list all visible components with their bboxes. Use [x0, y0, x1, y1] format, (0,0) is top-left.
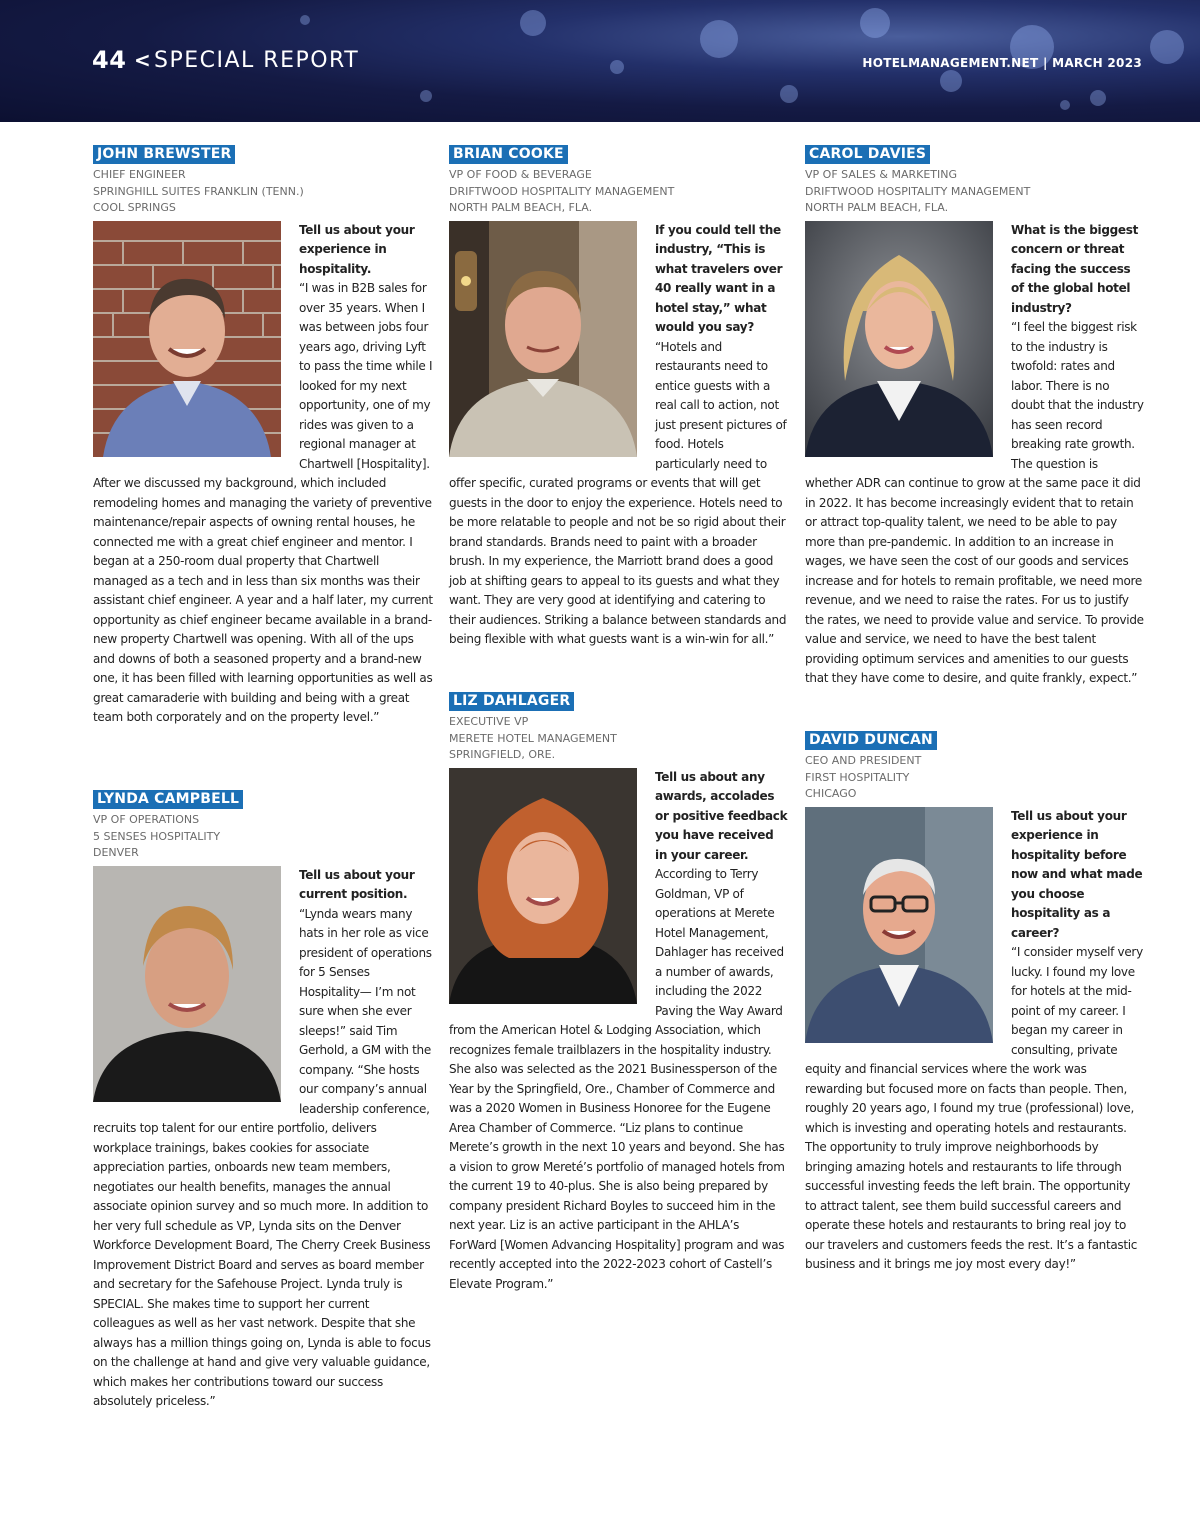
profile-location: CHICAGO: [805, 787, 857, 800]
profile-title: CHIEF ENGINEER: [93, 168, 186, 181]
site-and-date: HOTELMANAGEMENT.NET | MARCH 2023: [862, 56, 1142, 70]
profile-duncan: [805, 731, 1145, 1275]
interview-answer: “Lynda wears many hats in her role as vice president of operations for 5 Senses Hospitality— I’m not sure when she ever sleeps!” said Tim Gerhold, a GM with the company. “She hosts our company’s annual leadership conference, recruits top talent for our entire portfolio, delivers workplace trainings, bakes cookies for associate appreciation parties, onboards new team members, negotiates our health benefits, manages the annual associate opinion survey and so much more. In addition to her very full schedule as VP, Lynda sits on the Denver Workforce Development Board, The Cherry Creek Business Improvement District Board and serves as board member and secretary for the Safehouse Project. Lynda truly is SPECIAL. She makes time to support her current colleagues as well as her vast network. Despite that she always has a million things going on, Lynda is able to focus on the challenge at hand and give very valuable guidance, which makes her contributions toward our success absolutely priceless.”: [93, 906, 432, 1408]
profile-name: CAROL DAVIES: [805, 145, 930, 164]
profile-cooke: [449, 145, 789, 650]
profile-name: JOHN BREWSTER: [93, 145, 235, 164]
profile-company: MERETE HOTEL MANAGEMENT: [449, 731, 617, 745]
profile-location: NORTH PALM BEACH, FLA.: [805, 201, 949, 214]
profile-name: BRIAN COOKE: [449, 145, 568, 164]
interview-question: If you could tell the industry, “This is what travelers over 40 really want in a hotel stay,” what would you say?: [655, 222, 783, 334]
profile-location: NORTH PALM BEACH, FLA.: [449, 201, 593, 214]
headshot-photo: [805, 807, 993, 1043]
headshot-photo: [449, 221, 637, 457]
interview-question: What is the biggest concern or threat facing the success of the global hotel industry?: [1011, 222, 1139, 315]
profile-company: FIRST HOSPITALITY: [805, 770, 910, 784]
profile-company: 5 SENSES HOSPITALITY: [93, 829, 221, 843]
headshot-photo: [449, 768, 637, 1004]
profile-campbell: [93, 790, 433, 1412]
interview-answer: According to Terry Goldman, VP of operations at Merete Hotel Management, Dahlager has received a number of awards, including the 2022 Paving the Way Award from the American Hotel & Lodging Association, which recognizes female trailblazers in the hospitality industry. She also was selected as the 2021 Businessperson of the Year by the Springfield, Ore., Chamber of Commerce and was a 2020 Women in Business Honoree for the Eugene Area Chamber of Commerce. “Liz plans to continue Merete’s growth in the next 10 years and beyond. She has a vision to grow Mereté’s portfolio of managed hotels from the current 19 to 40-plus. She is also being prepared by company president Richard Boyles to succeed him in the next year. Liz is an active participant in the AHLA’s ForWard [Women Advancing Hospitality] program and was recently accepted into the 2022-2023 cohort of Castell’s Elevate Program.”: [449, 867, 785, 1291]
profile-title: EXECUTIVE VP: [449, 715, 529, 728]
profile-name: DAVID DUNCAN: [805, 731, 937, 750]
profile-davies: [805, 145, 1145, 689]
profile-title: VP OF FOOD & BEVERAGE: [449, 168, 592, 181]
page-number: 44: [92, 46, 127, 74]
interview-question: Tell us about your experience in hospitality.: [299, 222, 415, 276]
profile-company: DRIFTWOOD HOSPITALITY MANAGEMENT: [805, 184, 1031, 198]
profile-location: SPRINGFIELD, ORE.: [449, 748, 556, 761]
profile-name: LYNDA CAMPBELL: [93, 790, 243, 809]
profile-title: VP OF OPERATIONS: [93, 813, 200, 826]
interview-answer: “I feel the biggest risk to the industry is twofold: rates and labor. There is no doubt that the industry has seen record breaking rate growth. The question is whether ADR can continue to grow at the same pace it did in 2022. It has become increasingly evident that to retain or attract top-quality talent, we need to be able to pay more than pre-pandemic. In addition to an increase in wages, we have seen the cost of our goods and services increase and for hotels to remain profitable, we need more revenue, and we need to raise the rates. For us to justify the rates, we need to provide value and service. To provide value and service, we need to have the best talent providing optimum services and amenities to our guests that they have come to desire, and quite frankly, expect.”: [805, 320, 1144, 685]
headshot-photo: [93, 221, 281, 457]
headshot-photo: [805, 221, 993, 457]
profile-location: DENVER: [93, 846, 139, 859]
interview-question: Tell us about your current position.: [299, 867, 415, 901]
section-title: SPECIAL REPORT: [154, 48, 360, 73]
profile-title: CEO AND PRESIDENT: [805, 754, 922, 767]
profile-location: COOL SPRINGS: [93, 201, 176, 214]
interview-question: Tell us about your experience in hospitality before now and what made you choose hospitality as a career?: [1011, 808, 1143, 940]
profile-dahlager: [449, 692, 789, 1294]
profile-company: DRIFTWOOD HOSPITALITY MANAGEMENT: [449, 184, 675, 198]
interview-answer: “Hotels and restaurants need to entice guests with a real call to action, not just present pictures of food. Hotels particularly need to offer specific, curated programs or events that will get guests in the door to enjoy the experience. Hotels need to be more relatable to people and not be so rigid about their brand standards. Brands need to paint with a broader brush. In my experience, the Marriott brand does a good job at shifting gears to appeal to its guests and what they want. They are very good at identifying and catering to their audiences. Striking a balance between standards and being flexible with what guests want is a win-win for all.”: [449, 339, 787, 646]
headshot-photo: [93, 866, 281, 1102]
page-header: [0, 0, 1200, 122]
interview-answer: “I consider myself very lucky. I found my love for hotels at the mid-point of my career. I began my career in consulting, private equity and financial services where the work was rewarding but focused more on facts than people. Then, roughly 20 years ago, I found my true (professional) love, which is investing and operating hotels and restaurants. The opportunity to truly improve neighborhoods by bringing amazing hotels and restaurants to life through successful investing feeds the left brain. The opportunity to attract talent, see them build successful careers and operate these hotels and restaurants to bring real joy to our travelers and customers feeds the rest. It’s a fantastic business and it brings me joy most every day!”: [805, 945, 1143, 1271]
profile-name: LIZ DAHLAGER: [449, 692, 574, 711]
profile-company: SPRINGHILL SUITES FRANKLIN (TENN.): [93, 184, 304, 198]
interview-answer: “I was in B2B sales for over 35 years. When I was between jobs four years ago, driving Lyft to pass the time while I looked for my next opportunity, one of my rides was given to a regional manager at Chartwell [Hospitality]. After we discussed my background, which included remodeling homes and managing the variety of preventive maintenance/repair aspects of owning rental houses, he connected me with a great chief engineer and mentor. I began at a 250-room dual property that Chartwell managed as a tech and in less than six months was their assistant chief engineer. A year and a half later, my current opportunity as chief engineer became available in a brand-new property Chartwell was opening. With all of the ups and downs of both a seasoned property and a brand-new one, it has been filled with learning opportunities as well as great camaraderie with building and being with a great team both corporately and on the property level.”: [93, 281, 433, 724]
profile-brewster: [93, 145, 433, 728]
profile-title: VP OF SALES & MARKETING: [805, 168, 958, 181]
chevron-left-icon: <: [134, 48, 151, 72]
interview-question: Tell us about any awards, accolades or positive feedback you have received in your career.: [655, 769, 788, 862]
